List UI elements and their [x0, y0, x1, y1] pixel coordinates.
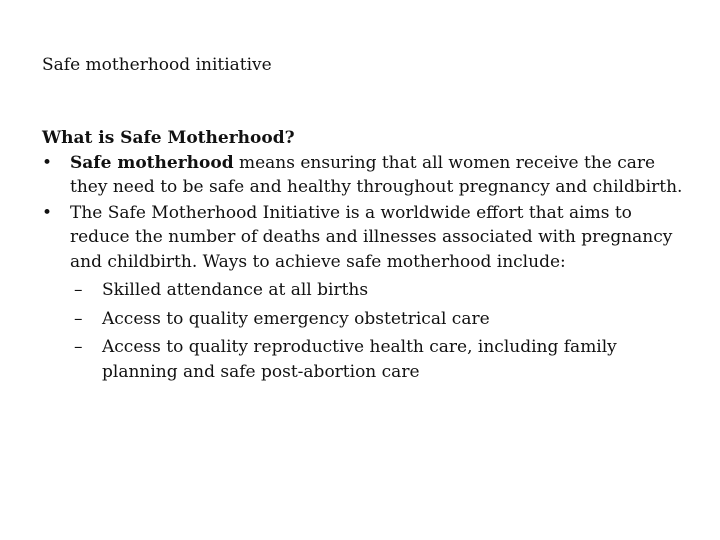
bullet-item-definition	[42, 151, 692, 200]
slide-title: Safe motherhood initiative	[42, 55, 272, 75]
bullet-item-initiative	[42, 201, 692, 385]
sub-bullet-text: Skilled attendance at all births	[102, 280, 369, 300]
sub-bullet-text: Access to quality emergency obstetrical care	[102, 308, 490, 329]
slide-content	[42, 126, 692, 385]
sub-bullet-marker: –	[74, 308, 83, 329]
sub-bullet-text: Access to quality reproductive health care, including family planning and safe post-abortion care	[102, 337, 617, 382]
bullet-marker: •	[42, 202, 53, 223]
bullet-text: means ensuring that all women receive the care they need to be safe and healthy throughout pregnancy and childbirth.	[70, 152, 683, 197]
bullet-marker: •	[42, 152, 53, 173]
sub-bullet-item	[70, 278, 692, 303]
sub-bullet-marker: –	[74, 280, 83, 300]
bullet-list	[42, 151, 692, 385]
sub-bullet-marker: –	[74, 337, 83, 357]
bullet-text: The Safe Motherhood Initiative is a worldwide effort that aims to reduce the number of deaths and illnesses associated with pregnancy and childbirth. Ways to achieve safe motherhood include:	[70, 202, 673, 272]
subheading: What is Safe Motherhood?	[42, 128, 295, 148]
sub-bullet-list	[70, 278, 692, 384]
sub-bullet-item	[70, 307, 692, 332]
sub-bullet-item	[70, 335, 692, 384]
bullet-lead-term: Safe motherhood	[70, 152, 234, 173]
